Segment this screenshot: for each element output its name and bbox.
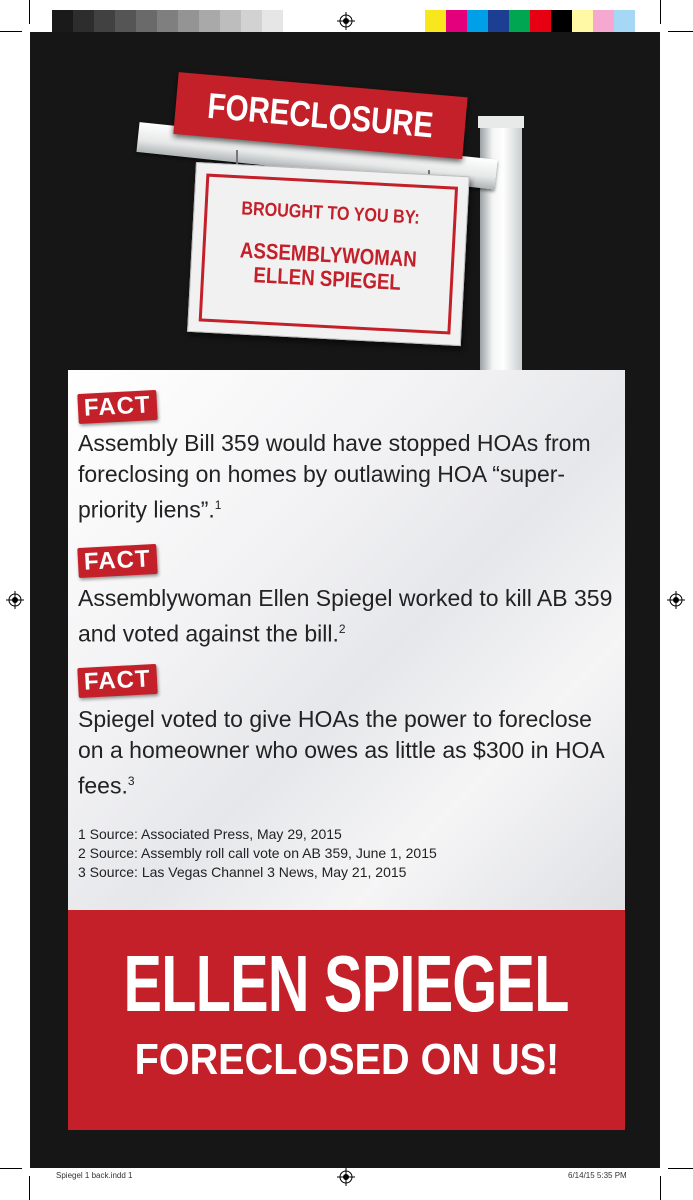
color-swatch [178,10,199,32]
sign-post-cap [478,116,524,128]
crop-mark [0,31,22,32]
sign-board [187,162,470,346]
registration-mark-icon [337,1168,355,1186]
color-swatch [488,10,509,32]
fact-badge: FACT [77,664,157,698]
color-swatch [52,10,73,32]
source-item: 3 Source: Las Vegas Channel 3 News, May 21, 2015 [78,864,407,880]
color-swatch [136,10,157,32]
sign-brought-by: BROUGHT TO YOU BY: [240,198,421,229]
color-swatch [593,10,614,32]
sign-name: ELLEN SPIEGEL [252,262,402,295]
foreclosure-label: FORECLOSURE [205,84,436,146]
color-swatch [425,10,446,32]
source-item: 2 Source: Assembly roll call vote on AB 359, June 1, 2015 [78,845,437,861]
sources-list [78,825,437,882]
headline-banner [68,910,625,1130]
crop-mark [29,0,30,24]
banner-name: ELLEN SPIEGEL [123,939,570,1028]
color-swatch [572,10,593,32]
fact-text: Assemblywoman Ellen Spiegel worked to kill AB 359 and voted against the bill.$^2$ [78,585,613,647]
color-swatch [551,10,572,32]
color-swatch [115,10,136,32]
fact-text: Spiegel voted to give HOAs the power to foreclose on a homeowner who owes as little as $300 in HOA fees.$^3$ [78,706,604,799]
color-swatch [530,10,551,32]
color-swatch [467,10,488,32]
fact-text: Assembly Bill 359 would have stopped HOAs from foreclosing on homes by outlawing HOA “super-priority liens”.$^1$ [78,430,591,523]
color-swatch [446,10,467,32]
crop-mark [668,1168,693,1169]
facts-box [68,370,625,910]
color-swatch [94,10,115,32]
color-swatch [241,10,262,32]
slug-timestamp: 6/14/15 5:35 PM [568,1171,627,1180]
fact-badge: FACT [77,390,157,424]
color-swatch [157,10,178,32]
color-swatch [509,10,530,32]
grayscale-color-bar [52,10,283,32]
source-item: 1 Source: Associated Press, May 29, 2015 [78,826,342,842]
fact-badge: FACT [77,544,157,578]
color-swatch [614,10,635,32]
crop-mark [660,0,661,24]
slug-filename: Spiegel 1 back.indd 1 [56,1171,133,1180]
sign-title: ASSEMBLYWOMAN [239,237,418,272]
crop-mark [668,31,693,32]
color-swatch [199,10,220,32]
sign-name-block [238,238,417,295]
color-swatch [220,10,241,32]
banner-tagline: FORECLOSED ON US! [134,1035,559,1084]
process-color-bar [425,10,635,32]
crop-mark [660,1176,661,1200]
registration-mark-icon [667,591,685,609]
sign-board-frame [199,174,458,335]
registration-mark-icon [6,591,24,609]
color-swatch [73,10,94,32]
color-swatch [262,10,283,32]
registration-mark-icon [337,12,355,30]
crop-mark [29,1176,30,1200]
crop-mark [0,1168,22,1169]
sign-post [480,118,522,380]
